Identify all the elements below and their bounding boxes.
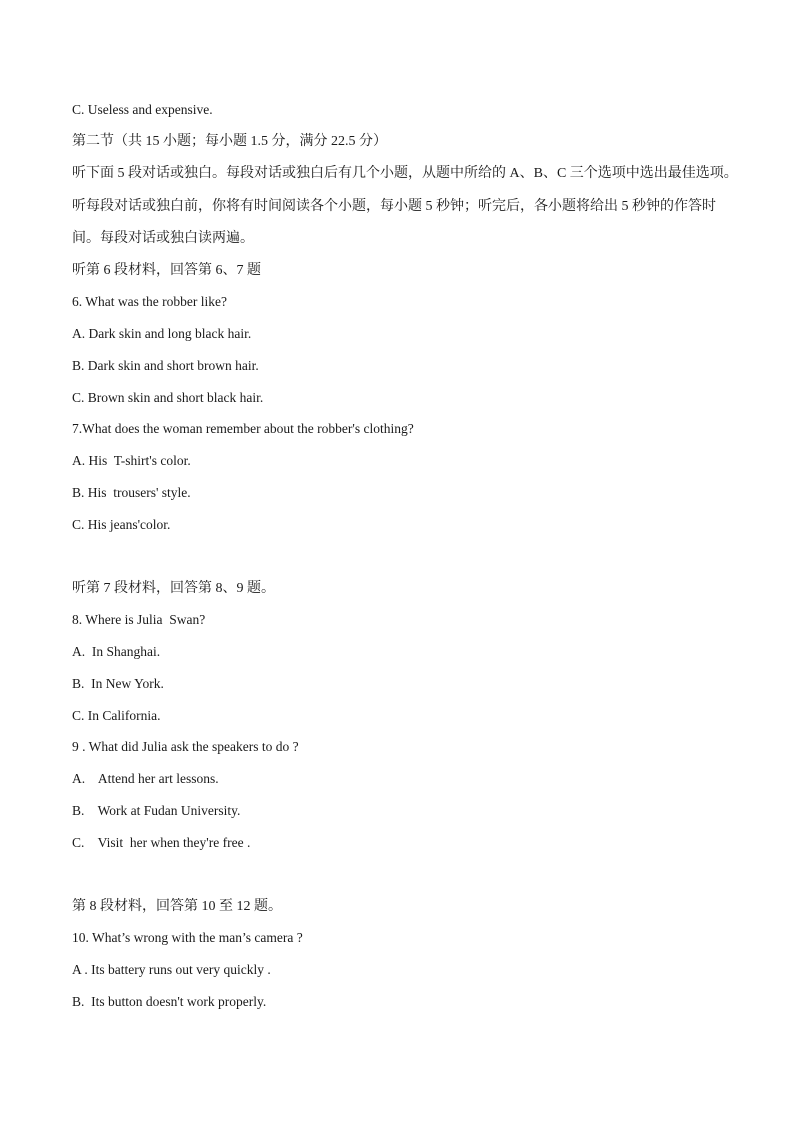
- question-8: 8. Where is Julia Swan?: [72, 612, 206, 627]
- question-6: 6. What was the robber like?: [72, 294, 227, 309]
- option-b-q9: B. Work at Fudan University.: [72, 803, 241, 818]
- question-10: 10. What’s wrong with the man’s camera ?: [72, 930, 303, 945]
- instructions-line-1: 听下面 5 段对话或独白。每段对话或独白后有几个小题，从题中所给的 A、B、C 三个选项中选出最佳选项。: [72, 166, 738, 181]
- option-b-q7: B. His trousers' style.: [72, 485, 191, 500]
- instructions-line-3: 间。每段对话或独白读两遍。: [72, 231, 254, 246]
- question-7: 7.What does the woman remember about the robber's clothing?: [72, 421, 414, 436]
- option-c-q6: C. Brown skin and short black hair.: [72, 390, 264, 405]
- option-a-q6: A. Dark skin and long black hair.: [72, 326, 252, 341]
- option-a-q9: A. Attend her art lessons.: [72, 771, 219, 786]
- option-c-q9: C. Visit her when they're free .: [72, 835, 251, 850]
- option-b-q6: B. Dark skin and short brown hair.: [72, 358, 259, 373]
- instructions-line-2: 听每段对话或独白前，你将有时间阅读各个小题，每小题 5 秒钟；听完后，各小题将给出 5 秒钟的作答时: [72, 199, 716, 214]
- section-heading: 第二节（共 15 小题；每小题 1.5 分，满分 22.5 分）: [72, 134, 387, 149]
- option-c-q5: C. Useless and expensive.: [72, 102, 213, 117]
- option-b-q8: B. In New York.: [72, 676, 164, 691]
- option-b-q10: B. Its button doesn't work properly.: [72, 994, 267, 1009]
- material-7-heading: 听第 7 段材料，回答第 8、9 题。: [72, 581, 275, 596]
- option-a-q7: A. His T-shirt's color.: [72, 453, 191, 468]
- option-a-q10: A . Its battery runs out very quickly .: [72, 962, 271, 977]
- material-8-heading: 第 8 段材料，回答第 10 至 12 题。: [72, 899, 282, 914]
- material-6-heading: 听第 6 段材料，回答第 6、7 题: [72, 263, 261, 278]
- option-c-q7: C. His jeans'color.: [72, 517, 171, 532]
- option-a-q8: A. In Shanghai.: [72, 644, 161, 659]
- question-9: 9 . What did Julia ask the speakers to do ?: [72, 739, 299, 754]
- option-c-q8: C. In California.: [72, 708, 161, 723]
